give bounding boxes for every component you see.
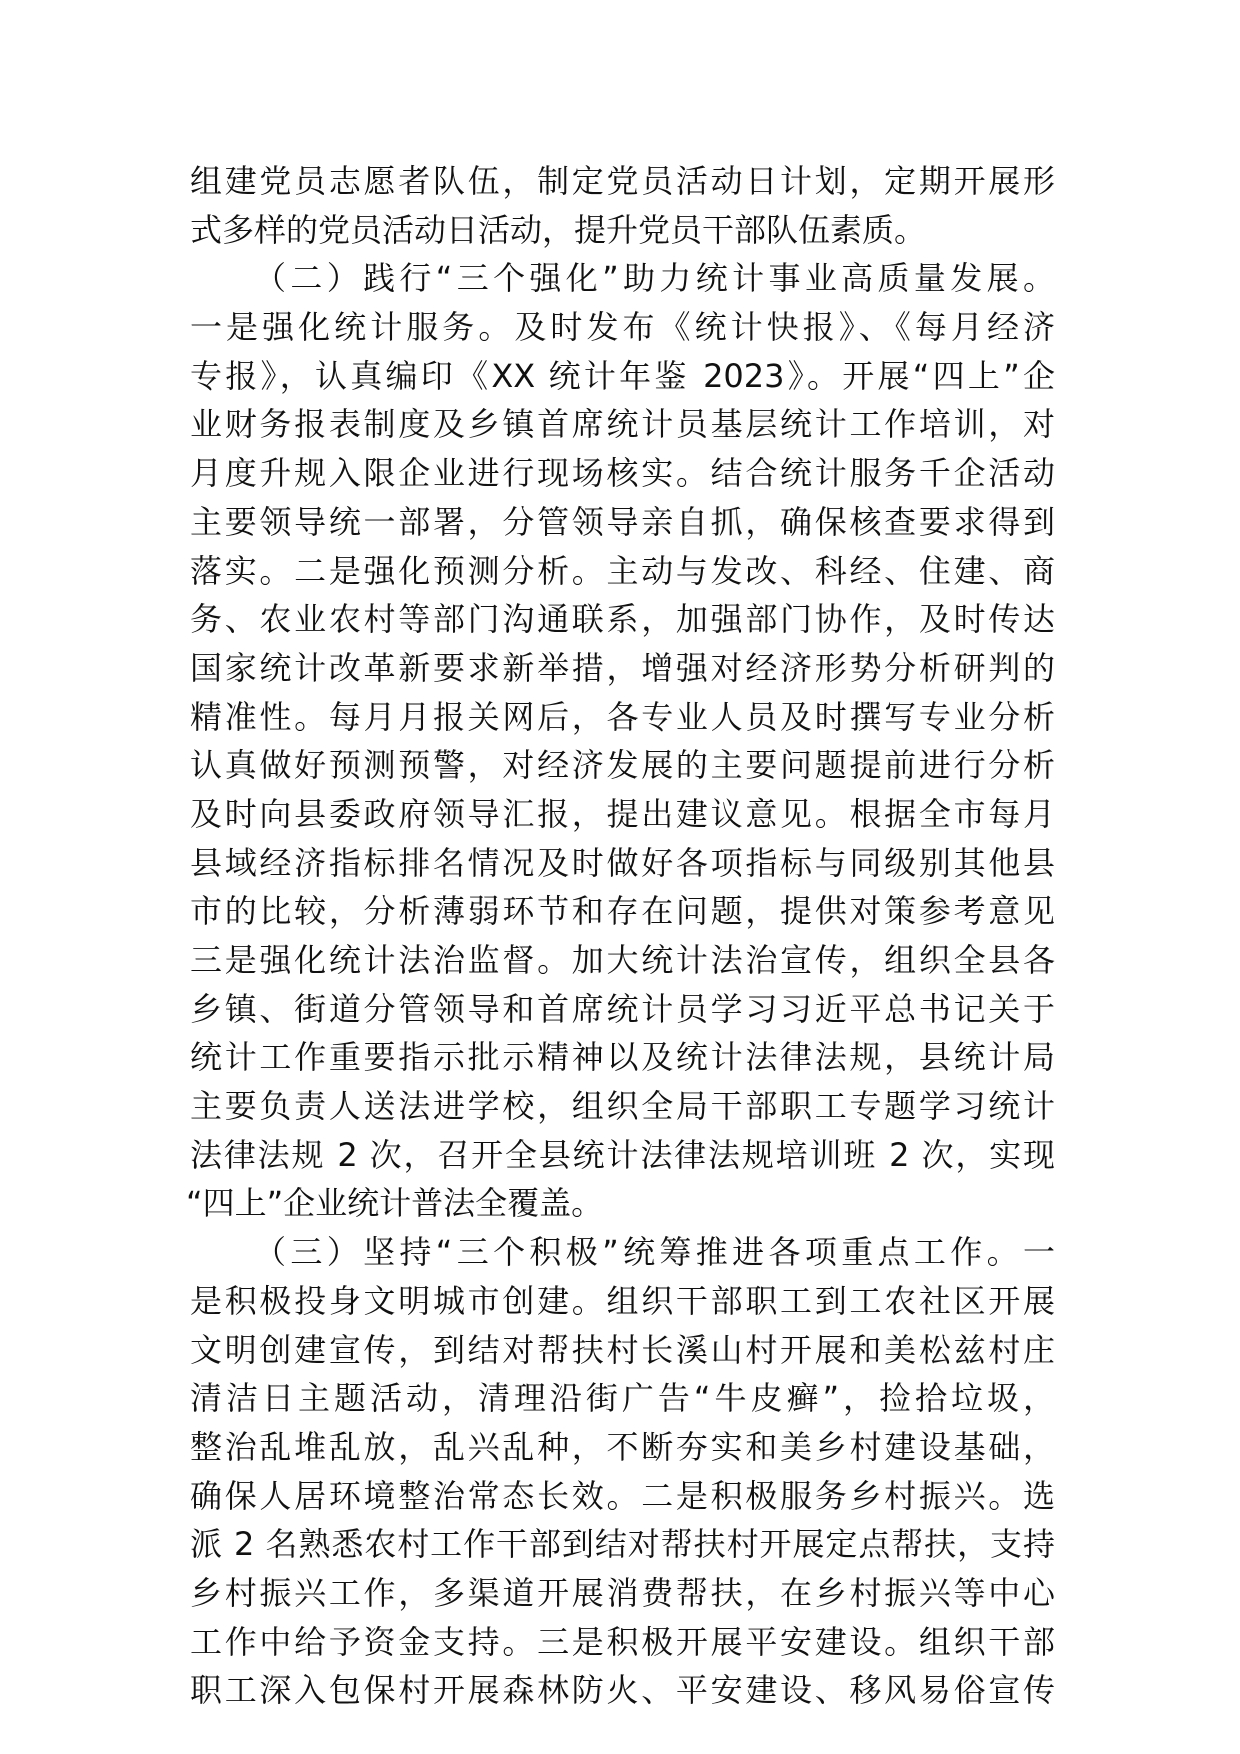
text-line: 业财务报表制度及乡镇首席统计员基层统计工作培训，对 [190,405,1055,444]
section-heading-line: （三）坚持“三个积极”统筹推进各项重点工作。一 [254,1233,1055,1272]
text-line: 确保人居环境整治常态长效。二是积极服务乡村振兴。选 [190,1476,1055,1515]
text-line: 乡镇、街道分管领导和首席统计员学习习近平总书记关于 [190,989,1055,1028]
body-text [186,157,1055,1715]
text-line: 国家统计改革新要求新举措，增强对经济形势分析研判的 [190,648,1055,687]
text-line: 县域经济指标排名情况及时做好各项指标与同级别其他县 [190,843,1055,882]
text-line: 精准性。每月月报关网后，各专业人员及时撰写专业分析 [190,697,1055,736]
text-line: 三是强化统计法治监督。加大统计法治宣传，组织全县各 [190,941,1055,979]
text-line: 及时向县委政府领导汇报，提出建议意见。根据全市每月 [190,794,1055,833]
text-line: 乡村振兴工作，多渠道开展消费帮扶，在乡村振兴等中心 [190,1573,1055,1612]
text-line: 一是强化统计服务。及时发布《统计快报》、《每月经济 [190,308,1055,347]
text-line: 认真做好预测预警，对经济发展的主要问题提前进行分析 [190,746,1055,785]
text-line: 式多样的党员活动日活动，提升党员干部队伍素质。 [190,210,927,249]
text-line: “四上”企业统计普法全覆盖。 [186,1184,604,1223]
text-line: 是积极投身文明城市创建。组织干部职工到工农社区开展 [190,1281,1055,1320]
text-line: 统计工作重要指示批示精神以及统计法律法规，县统计局 [190,1038,1055,1077]
text-line: 文明创建宣传，到结对帮扶村长溪山村开展和美松兹村庄 [190,1330,1055,1369]
section-heading-line: （二）践行“三个强化”助力统计事业高质量发展。 [254,259,1055,298]
text-line: 法律法规 2 次，召开全县统计法律法规培训班 2 次，实现 [190,1135,1055,1174]
text-line: 务、农业农村等部门沟通联系，加强部门协作，及时传达 [190,600,1055,639]
text-line: 组建党员志愿者队伍，制定党员活动日计划，定期开展形 [190,162,1055,200]
text-line: 市的比较，分析薄弱环节和存在问题，提供对策参考意见 [190,892,1055,931]
text-line: 工作中给予资金支持。三是积极开展平安建设。组织干部 [190,1622,1055,1661]
text-line: 派 2 名熟悉农村工作干部到结对帮扶村开展定点帮扶，支持 [190,1525,1055,1564]
text-line: 专报》，认真编印《XX 统计年鉴 2023》。开展“四上”企 [190,356,1055,395]
text-line: 职工深入包保村开展森林防火、平安建设、移风易俗宣传 [190,1671,1055,1710]
text-line: 落实。二是强化预测分析。主动与发改、科经、住建、商 [190,551,1055,590]
text-line: 月度升规入限企业进行现场核实。结合统计服务千企活动 [190,454,1055,493]
text-line: 清洁日主题活动，清理沿街广告“牛皮癣”，捡拾垃圾， [190,1379,1055,1418]
text-line: 主要负责人送法进学校，组织全局干部职工专题学习统计 [190,1087,1055,1126]
text-line: 整治乱堆乱放，乱兴乱种，不断夯实和美乡村建设基础， [190,1427,1055,1466]
text-line: 主要领导统一部署，分管领导亲自抓，确保核查要求得到 [190,502,1055,541]
